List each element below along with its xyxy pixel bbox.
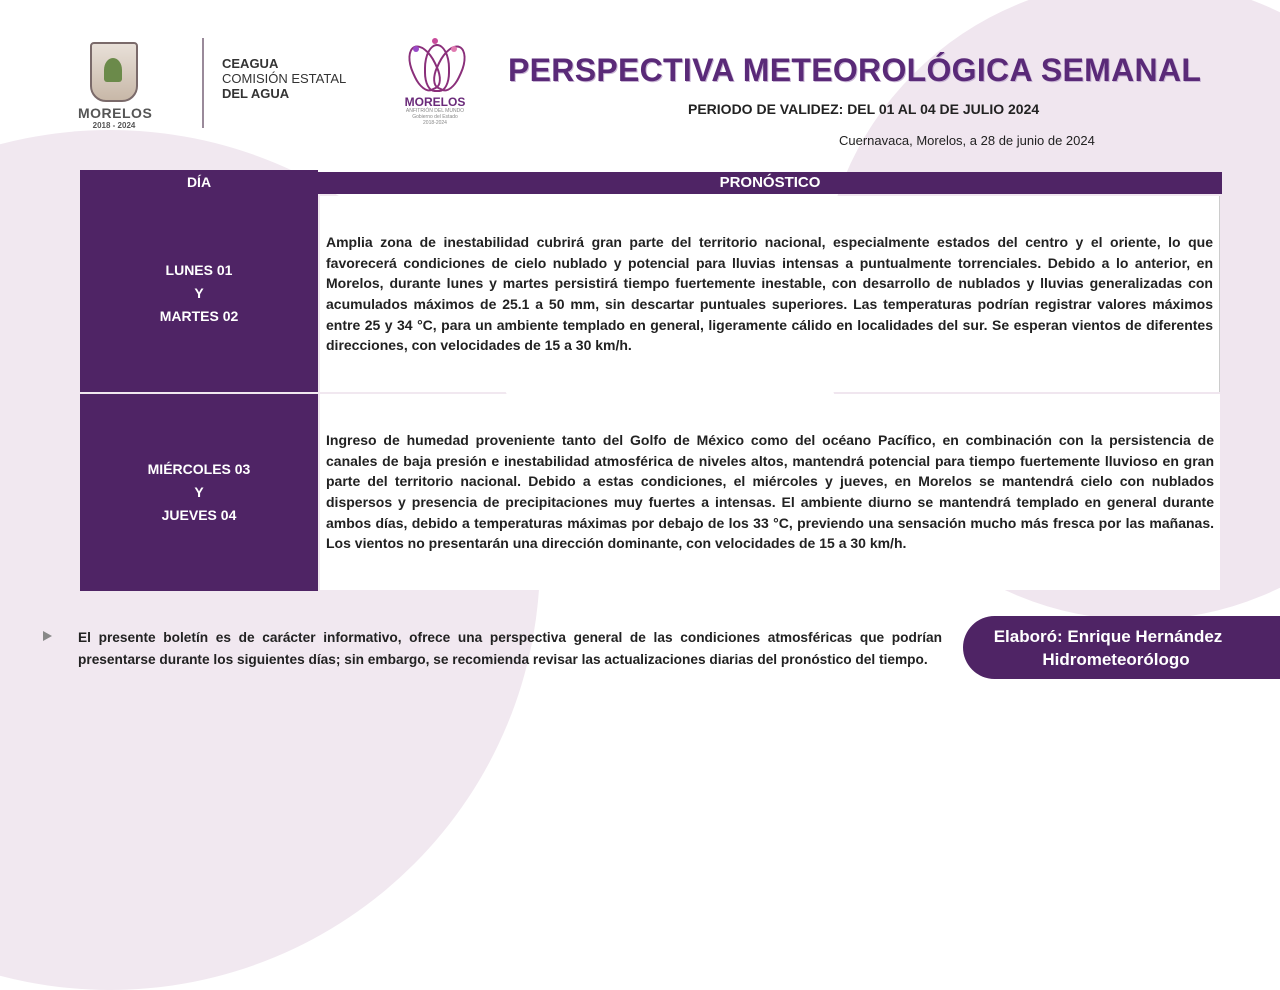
day-cell [80, 394, 318, 591]
morelos-flower-logo [398, 38, 472, 126]
ceagua-line1: COMISIÓN ESTATAL [222, 71, 347, 86]
forecast-text: Ingreso de humedad proveniente tanto del Golfo de México como del océano Pacífico, en combinación con la persistencia de canales de baja presión e inestabilidad atmosférica de niveles altos, mantendrá potencial para tiempo fuertemente lluvioso en gran parte del territorio nacional. Debido a estas condiciones, el miércoles y jueves, en Morelos se mantendrá cielo con nublados dispersos y presencia de precipitaciones muy fuertes a intensas. El ambiente diurno se mantendrá templado en general durante ambos días, debido a temperaturas máximas por debajo de los 33 °C, previendo una sensación mucho más fresca por las mañanas. Los vientos no presentarán una dirección dominante, con velocidades de 15 a 30 km/h. [326, 432, 1214, 552]
morelos-state-logo [78, 42, 153, 130]
flower-logo-sub2: Gobierno del Estado [412, 114, 458, 120]
logo-state-years: 2018 - 2024 [92, 121, 136, 130]
page-title: PERSPECTIVA METEOROLÓGICA SEMANAL [508, 52, 1202, 88]
forecast-text-cell [320, 196, 1220, 392]
forecast-text-cell [320, 394, 1220, 590]
column-header-forecast: PRONÓSTICO [318, 172, 1222, 194]
day-label: JUEVES 04 [161, 507, 237, 523]
header-logos [70, 36, 490, 136]
issue-date: Cuernavaca, Morelos, a 28 de junio de 2024 [839, 133, 1095, 148]
disclaimer-note: El presente boletín es de carácter informativo, ofrece una perspectiva general de las condiciones atmosféricas que podrían presentarse durante los siguientes días; sin embargo, se recomienda revisar las actualizaciones diarias del pronóstico del tiempo. [78, 630, 942, 667]
coat-of-arms-icon [90, 42, 138, 102]
ceagua-line2: DEL AGUA [222, 86, 290, 101]
forecast-text: Amplia zona de inestabilidad cubrirá gran parte del territorio nacional, especialmente estados del centro y el oriente, lo que favorecerá condiciones de cielo nublado y potencial para lluvias intensas a puntualmente torrenciales. Debido a lo anterior, en Morelos, durante lunes y martes persistirá tiempo fuertemente inestable, con desarrollo de nublados y lluvias generalizadas con acumulados máximos de 25.1 a 50 mm, sin descartar puntuales superiores. Las temperaturas podrían registrar valores máximos entre 25 y 34 °C, para un ambiente templado en general, ligeramente cálido en localidades del sur. Se esperan vientos de diferentes direcciones, con velocidades de 15 a 30 km/h. [326, 234, 1213, 354]
validity-period: PERIODO DE VALIDEZ: DEL 01 AL 04 DE JULIO 2024 [688, 101, 1040, 117]
column-header-day: DÍA [80, 170, 318, 194]
day-label: MIÉRCOLES 03 [147, 461, 251, 477]
ceagua-acronym: CEAGUA [222, 56, 279, 71]
day-label: MARTES 02 [159, 307, 239, 324]
day-cell [80, 194, 318, 392]
flower-icon [405, 38, 465, 96]
bullet-arrow-icon [43, 631, 52, 641]
author-name: Elaboró: Enrique Hernández [993, 626, 1223, 646]
flower-logo-sub1: ANFITRIÓN DEL MUNDO [405, 108, 465, 114]
ceagua-logo [222, 56, 346, 101]
flower-logo-name: MORELOS [404, 95, 466, 109]
author-box [963, 616, 1280, 679]
day-conjunction: Y [194, 484, 204, 500]
flower-logo-sub3: 2018-2024 [423, 120, 447, 126]
logo-state-name: MORELOS [78, 105, 153, 121]
day-label: LUNES 01 [165, 261, 233, 278]
day-conjunction: Y [194, 284, 204, 301]
logo-divider [202, 38, 204, 128]
author-role: Hidrometeorólogo [1042, 649, 1190, 669]
